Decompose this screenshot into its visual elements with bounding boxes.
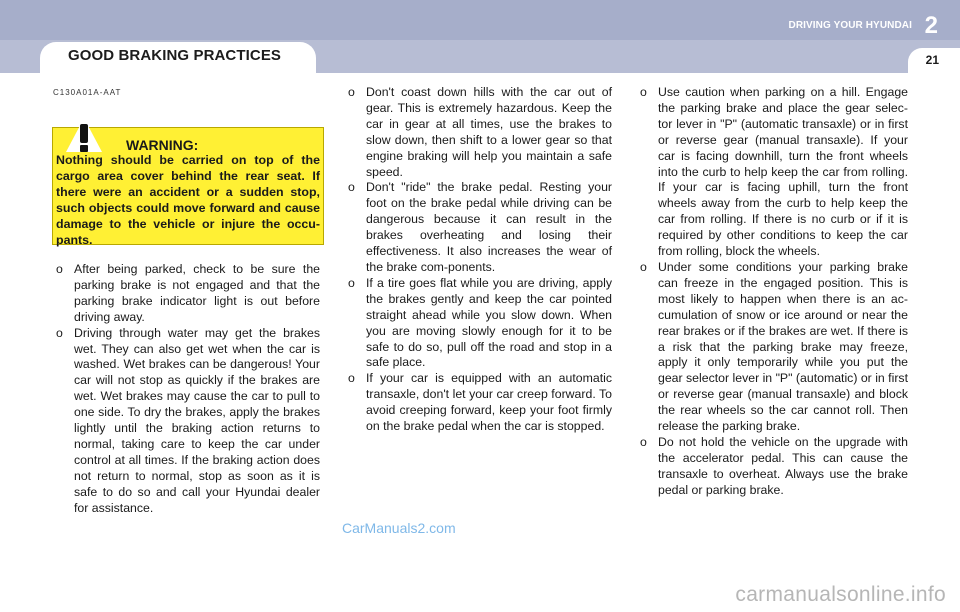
list-item-text: Don't coast down hills with the car out of gear. This is extremely hazardous. Keep the car in gear at all times, use the brakes to slow down, then shift to a lower gear so that engine braking will help you maintain a safe speed. (366, 85, 612, 179)
list-item-text: If your car is equipped with an automatic transaxle, don't let your car creep forward. To avoid creeping forward, keep your foot firmly on the brake pedal when the car is stopped. (366, 371, 612, 434)
document-code: C130A01A-AAT (53, 88, 122, 97)
list-item-text: Use caution when parking on a hill. Engage the parking brake and place the gear selec-tor lever in "P" (automatic transaxle) or in first or reverse gear (manual transaxle). If your car is facing downhill, turn the front wheels into the curb to help keep the car from rolling. If your car is facing uphill, turn the front wheels away from the curb to help keep the car from rolling. If there is no curb or if it is required by other conditions to keep the car from rolling, block the wheels. (658, 85, 908, 259)
list-item (638, 85, 908, 260)
list-item-text: If a tire goes flat while you are driving, apply the brakes gently and keep the car pointed straight ahead while you slow down. When you are moving slowly enough for it to be safe to do so, pull off the road and stop in a safe place. (366, 275, 612, 370)
list-item (346, 371, 612, 435)
bullet-mark: o (348, 275, 355, 290)
right-column (638, 85, 908, 499)
list-item (346, 180, 612, 275)
bullet-mark: o (640, 85, 647, 99)
warning-exclamation-icon (64, 116, 104, 156)
list-item-text: Driving through water may get the brakes wet. They can also get wet when the car is washed. Wet brakes can be dangerous! Your car will not stop as quickly if the brakes are wet. Wet brakes may cause the car to pull to one side. To dry the brakes, apply the brakes lightly until the braking action returns to normal, taking care to keep the car under control at all times. If the braking action does not return to normal, stop as soon as it is safe to do so and call your Hyundai dealer for assistance. (74, 325, 320, 515)
list-item (346, 85, 612, 180)
bullet-mark: o (56, 262, 63, 276)
list-item (346, 276, 612, 371)
warning-heading: WARNING: (126, 137, 199, 153)
list-item-text: Don't "ride" the brake pedal. Resting your foot on the brake pedal while driving can be dangerous because it can result in the brakes overheating and losing their effectiveness. It also increases the wear of the brake com-ponents. (366, 180, 612, 274)
section-title: GOOD BRAKING PRACTICES (68, 47, 282, 64)
chapter-number: 2 (924, 12, 938, 39)
list-item-text: After being parked, check to be sure the parking brake is not engaged and that the parking brake indicator light is out before driving away. (74, 262, 320, 324)
bullet-mark: o (640, 259, 647, 274)
chapter-label: DRIVING YOUR HYUNDAI (788, 20, 912, 31)
list-item (638, 260, 908, 435)
bullet-mark: o (640, 434, 647, 449)
list-item (638, 435, 908, 499)
list-item (54, 262, 320, 326)
warning-text: Nothing should be carried on top of the cargo area cover behind the rear seat. If there were an accident or a sudden stop, such objects could move forward and cause damage to the vehicle or injure the occu-pants. (56, 153, 320, 247)
bullet-mark: o (348, 180, 355, 195)
watermark-carmanualsonline[interactable]: carmanualsonline.info (735, 583, 946, 606)
list-item-text: Under some conditions your parking brake can freeze in the engaged position. This is most likely to happen when there is an ac-cumulation of snow or ice around or near the rear brakes or if the brakes are wet. If there is a risk that the parking brake may freeze, apply it only temporarily while you put the gear selector lever in "P" (automatic) or in first or reverse gear (manual transaxle) and block the rear wheels so the car cannot roll. Then release the parking brake. (658, 259, 908, 434)
list-item (54, 326, 320, 517)
bullet-mark: o (56, 325, 63, 340)
watermark-carmanuals2[interactable]: CarManuals2.com (342, 520, 456, 536)
left-column (54, 262, 320, 517)
middle-column (346, 85, 612, 435)
page-number: 21 (925, 53, 939, 67)
bullet-mark: o (348, 371, 355, 386)
list-item-text: Do not hold the vehicle on the upgrade with the accelerator pedal. This can cause the transaxle to overheat. Always use the brake pedal or parking brake. (658, 434, 908, 497)
bullet-mark: o (348, 85, 355, 99)
